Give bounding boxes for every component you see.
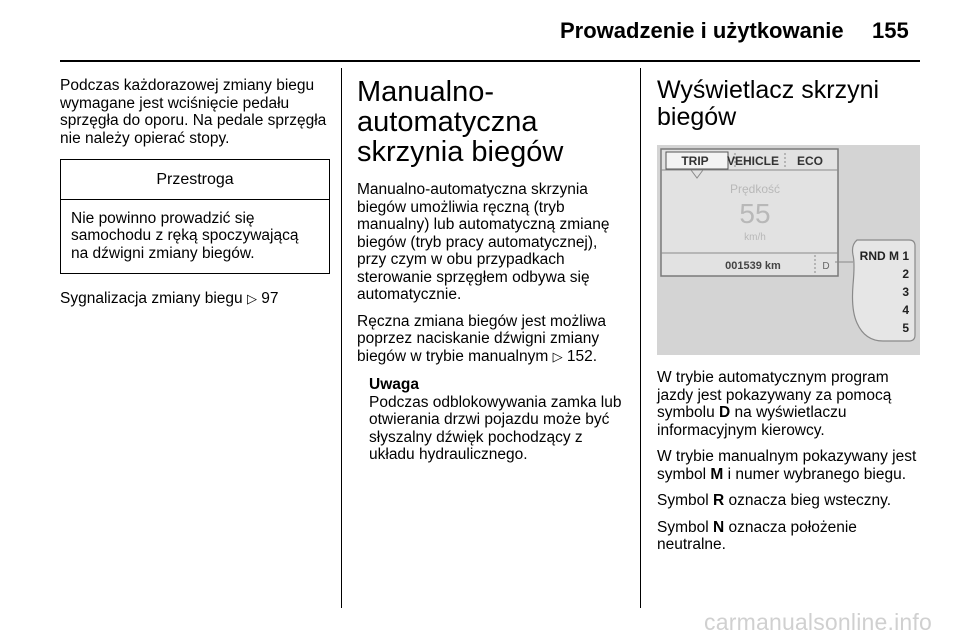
page-number: 155 bbox=[872, 18, 909, 43]
paragraph-text: Symbol bbox=[657, 492, 709, 509]
paragraph bbox=[657, 492, 927, 510]
paragraph-text: W trybie automatycznym program jazdy jest pokazywany za pomocą symbolu bbox=[657, 369, 892, 421]
paragraph-text: na wyświetlaczu informacyjnym kierowcy. bbox=[657, 404, 847, 439]
watermark: carmanualsonline.info bbox=[704, 609, 932, 635]
symbol-r: R bbox=[713, 492, 725, 509]
column-2 bbox=[357, 77, 627, 464]
paragraph bbox=[657, 369, 927, 439]
cross-reference bbox=[60, 290, 330, 309]
gear-mode-indicator: D bbox=[822, 261, 830, 272]
tab-eco: ECO bbox=[796, 154, 824, 168]
paragraph-text: oznacza położenie neutralne. bbox=[657, 518, 857, 553]
section-title: Manualno-automatyczna skrzynia biegów bbox=[357, 76, 564, 168]
paragraph-text: i numer wybranego biegu. bbox=[727, 465, 907, 483]
symbol-d: D bbox=[719, 404, 731, 421]
paragraph bbox=[657, 519, 927, 554]
tab-vehicle: VEHICLE bbox=[726, 154, 780, 168]
gear-4: 4 bbox=[902, 303, 909, 317]
warning-title: Przestroga bbox=[61, 160, 329, 200]
paragraph-text: oznacza bieg wsteczny. bbox=[728, 492, 892, 509]
reference-arrow-icon: ▷ bbox=[552, 349, 563, 365]
paragraph: Manualno-automatyczna skrzynia biegów umożliwia ręczną (tryb manualny) lub automatyczną zmianę biegów (tryb pracy automatycznej), przy czym w obu przypadkach sterowanie sprzęgłem odbywa się automatycznie. bbox=[357, 181, 610, 303]
reference-arrow-icon: ▷ bbox=[246, 292, 257, 307]
tab-trip: TRIP bbox=[681, 154, 709, 168]
symbol-n: N bbox=[713, 518, 725, 536]
speed-value: 55 bbox=[739, 198, 771, 229]
column-3 bbox=[657, 77, 927, 554]
intro-paragraph: Podczas każdorazowej zmiany biegu wymagane jest wciśnięcie pedału sprzęgła do oporu. Na pedale sprzęgła nie należy opierać stopy. bbox=[60, 77, 327, 147]
speed-label: Prędkość bbox=[729, 182, 781, 196]
gear-5: 5 bbox=[902, 321, 909, 335]
warning-text: Nie powinno prowadzić się samochodu z ręką spoczywającą na dźwigni zmiany biegów. bbox=[71, 209, 299, 262]
header-title: Prowadzenie i użytkowanie bbox=[560, 18, 844, 43]
gear-3: 3 bbox=[902, 285, 909, 299]
reference-page: 152. bbox=[566, 347, 598, 365]
section-title: Wyświetlacz skrzyni biegów bbox=[657, 76, 880, 131]
speed-unit: km/h bbox=[744, 232, 766, 243]
warning-box bbox=[60, 159, 330, 274]
paragraph-text: W trybie manualnym pokazywany jest symbol bbox=[657, 448, 917, 483]
display-illustration bbox=[657, 145, 920, 355]
column-1 bbox=[60, 77, 330, 309]
paragraph-text: Symbol bbox=[657, 518, 709, 536]
paragraph bbox=[657, 448, 927, 483]
gear-2: 2 bbox=[902, 267, 909, 281]
gearbox-display-figure bbox=[657, 145, 920, 355]
column-divider bbox=[341, 68, 342, 608]
reference-page: 97 bbox=[261, 290, 279, 307]
note-title: Uwaga bbox=[369, 376, 419, 393]
gear-sequence: RND M 1 bbox=[859, 249, 909, 263]
header-rule bbox=[60, 60, 920, 62]
paragraph-text: Ręczna zmiana biegów jest możliwa poprzez naciskanie dźwigni zmiany biegów w trybie manualnym bbox=[357, 312, 606, 365]
reference-text: Sygnalizacja zmiany biegu bbox=[60, 290, 243, 307]
column-divider bbox=[640, 68, 641, 608]
odometer: 001539 km bbox=[725, 260, 781, 272]
symbol-m: M bbox=[710, 465, 724, 483]
note-block bbox=[369, 376, 627, 464]
note-text: Podczas odblokowywania zamka lub otwierania drzwi pojazdu może być słyszalny dźwięk pochodzący z układu hydraulicznego. bbox=[369, 393, 622, 463]
paragraph bbox=[357, 313, 627, 367]
